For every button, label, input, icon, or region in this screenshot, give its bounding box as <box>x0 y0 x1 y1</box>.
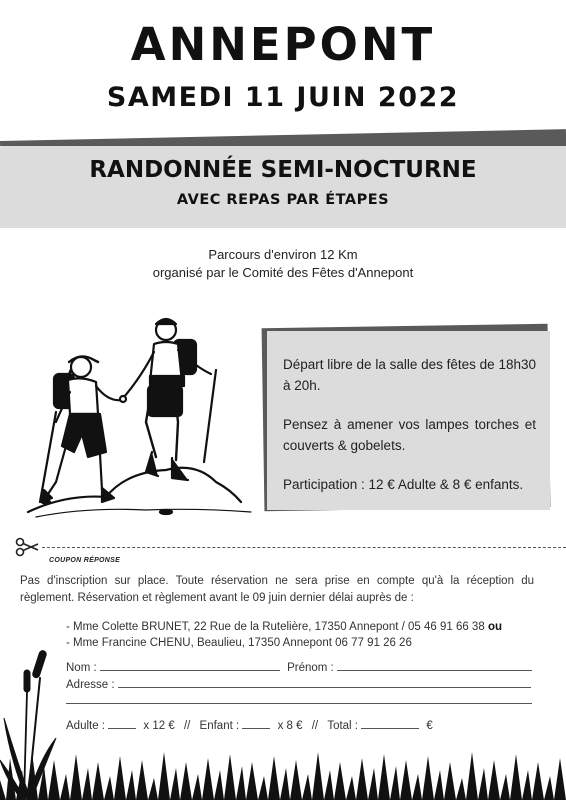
prenom-field[interactable] <box>337 660 532 671</box>
cut-line <box>42 547 566 548</box>
contacts <box>66 619 502 651</box>
contact-brunet: - Mme Colette BRUNET, 22 Rue de la Rutelière, 17350 Annepont / 05 46 91 66 38 ou <box>66 621 502 633</box>
total-label: Total : <box>327 720 358 732</box>
grass-illustration <box>0 740 566 800</box>
separator: // <box>183 720 191 732</box>
contact-or: ou <box>487 621 502 633</box>
intro-distance: Parcours d'environ 12 Km <box>208 247 358 262</box>
coupon-paragraph: Pas d'inscription sur place. Toute réservation ne sera prise en compte qu'à la réception du règlement. Réservation et règlement avant le 09 juin dernier délai auprès de : <box>20 575 534 604</box>
adresse-field-line2[interactable] <box>66 693 532 704</box>
banner-subtitle: AVEC REPAS PAR ÉTAPES <box>176 192 390 208</box>
enfant-price: x 8 € <box>277 720 303 732</box>
separator: // <box>311 720 319 732</box>
adulte-field[interactable] <box>108 718 136 729</box>
nom-label: Nom : <box>66 662 97 674</box>
form-row-address <box>66 677 531 691</box>
intro-organizer: organisé par le Comité des Fêtes d'Annepont <box>152 265 414 280</box>
hikers-illustration <box>26 312 258 522</box>
departure-info: Départ libre de la salle des fêtes de 18h30 à 20h. <box>283 357 536 393</box>
prenom-label: Prénom : <box>287 662 334 674</box>
enfant-field[interactable] <box>242 718 270 729</box>
adresse-field[interactable] <box>118 677 531 688</box>
reminder-info: Pensez à amener vos lampes torches et couverts & gobelets. <box>283 417 536 453</box>
enfant-label: Enfant : <box>199 720 240 732</box>
form-address-line2[interactable] <box>66 693 532 707</box>
banner-title: RANDONNÉE SEMI-NOCTURNE <box>89 157 477 183</box>
event-date: SAMEDI 11 JUIN 2022 <box>106 82 460 113</box>
poster-title: ANNEPONT <box>130 18 436 71</box>
info-box <box>267 331 550 510</box>
form-row-name <box>66 660 532 674</box>
coupon-label: COUPON RÉPONSE <box>49 557 121 564</box>
total-currency: € <box>426 720 433 732</box>
adulte-price: x 12 € <box>143 720 175 732</box>
total-field[interactable] <box>361 718 419 729</box>
price-info: Participation : 12 € Adulte & 8 € enfants. <box>283 477 524 492</box>
intro-text <box>0 246 566 282</box>
nom-field[interactable] <box>100 660 280 671</box>
contact-chenu: - Mme Francine CHENU, Beaulieu, 17350 Annepont 06 77 91 26 26 <box>66 637 412 649</box>
scissors-icon <box>14 536 40 558</box>
form-row-count <box>66 718 433 732</box>
adresse-label: Adresse : <box>66 679 115 691</box>
adulte-label: Adulte : <box>66 720 105 732</box>
